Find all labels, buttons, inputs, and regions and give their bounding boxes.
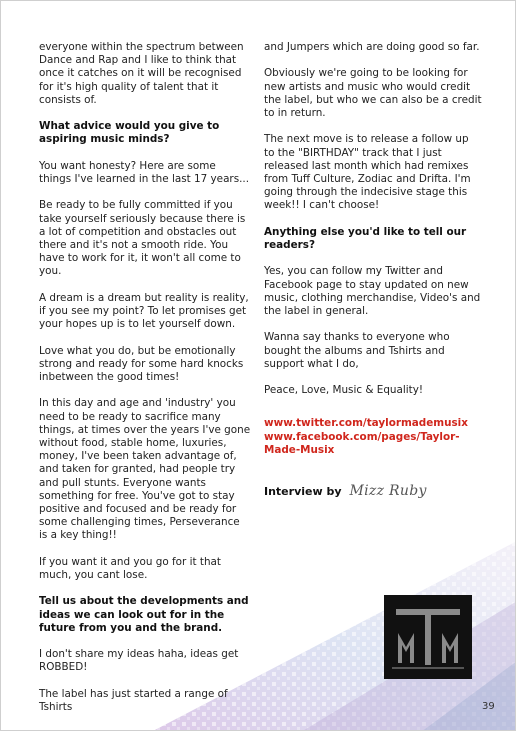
tm-monogram-logo: [384, 595, 472, 679]
body-paragraph: In this day and age and 'industry' you need to be ready to sacrifice many things, at times over the years I've gone without food, stable home, luxuries, money, I've been taken advantage of, and taken for granted, had people try and pull stunts. Everyone wants something for free. You've got to stay positive and focused and be ready for some challenging times, Perseverance is a key thing!!: [39, 397, 251, 542]
body-paragraph: Be ready to be fully committed if you take yourself seriously because there is a lot of competition and obstacles out there and it's not a smooth ride. You have to work for it, it won't all come to you.: [39, 199, 246, 278]
body-paragraph: The label has just started a range of Tshirts: [39, 687, 228, 713]
body-paragraph: Love what you do, but be emotionally strong and ready for some hard knocks inbetween the good times!: [39, 344, 244, 383]
body-paragraph: and Jumpers which are doing good so far.: [264, 41, 480, 53]
interview-question: What advice would you give to aspiring music minds?: [39, 120, 220, 146]
page-number: 39: [482, 701, 495, 712]
body-paragraph: If you want it and you go for it that much, you cant lose.: [39, 555, 221, 582]
left-column: [39, 41, 251, 727]
body-paragraph: I don't share my ideas haha, ideas get ROBBED!: [39, 648, 239, 674]
right-column: [264, 41, 482, 498]
facebook-link[interactable]: www.facebook.com/pages/Taylor-Made-Musix: [264, 430, 460, 456]
body-paragraph: Obviously we're going to be looking for new artists and music who would credit the label, but who we can also be a credit to in return.: [264, 67, 482, 119]
interview-by-label: Interview by: [264, 485, 342, 498]
body-paragraph: Peace, Love, Music & Equality!: [264, 384, 424, 397]
body-paragraph: The next move is to release a follow up to the "BIRTHDAY" track that I just released last month which had remixes from Tuff Culture, Zodiac and Drifta. I'm going through the indecisive stage this week!! I can't choose!: [264, 133, 471, 212]
interview-question: Anything else you'd like to tell our readers?: [264, 225, 467, 251]
social-links: [264, 417, 482, 457]
body-paragraph: You want honesty? Here are some things I've learned in the last 17 years...: [39, 159, 250, 185]
interview-credit: [264, 485, 482, 498]
body-paragraph: everyone within the spectrum between Dance and Rap and I like to think that once it catches on it will be recognised for it's high quality of talent that it consists of.: [39, 41, 244, 106]
body-paragraph: Wanna say thanks to everyone who bought the albums and Tshirts and support what I do,: [264, 331, 450, 370]
body-paragraph: A dream is a dream but reality is reality, if you see my point? To let promises get your hopes up is to let yourself down.: [39, 291, 249, 331]
body-paragraph: Yes, you can follow my Twitter and Facebook page to stay updated on new music, clothing merchandise, Video's and the label in general.: [264, 265, 481, 317]
twitter-link[interactable]: www.twitter.com/taylormademusix: [264, 417, 468, 430]
interview-question: Tell us about the developments and ideas we can look out for in the future from you and the brand.: [39, 595, 249, 634]
interviewer-signature: Mizz Ruby: [349, 483, 427, 499]
logo-icon: [384, 595, 472, 679]
